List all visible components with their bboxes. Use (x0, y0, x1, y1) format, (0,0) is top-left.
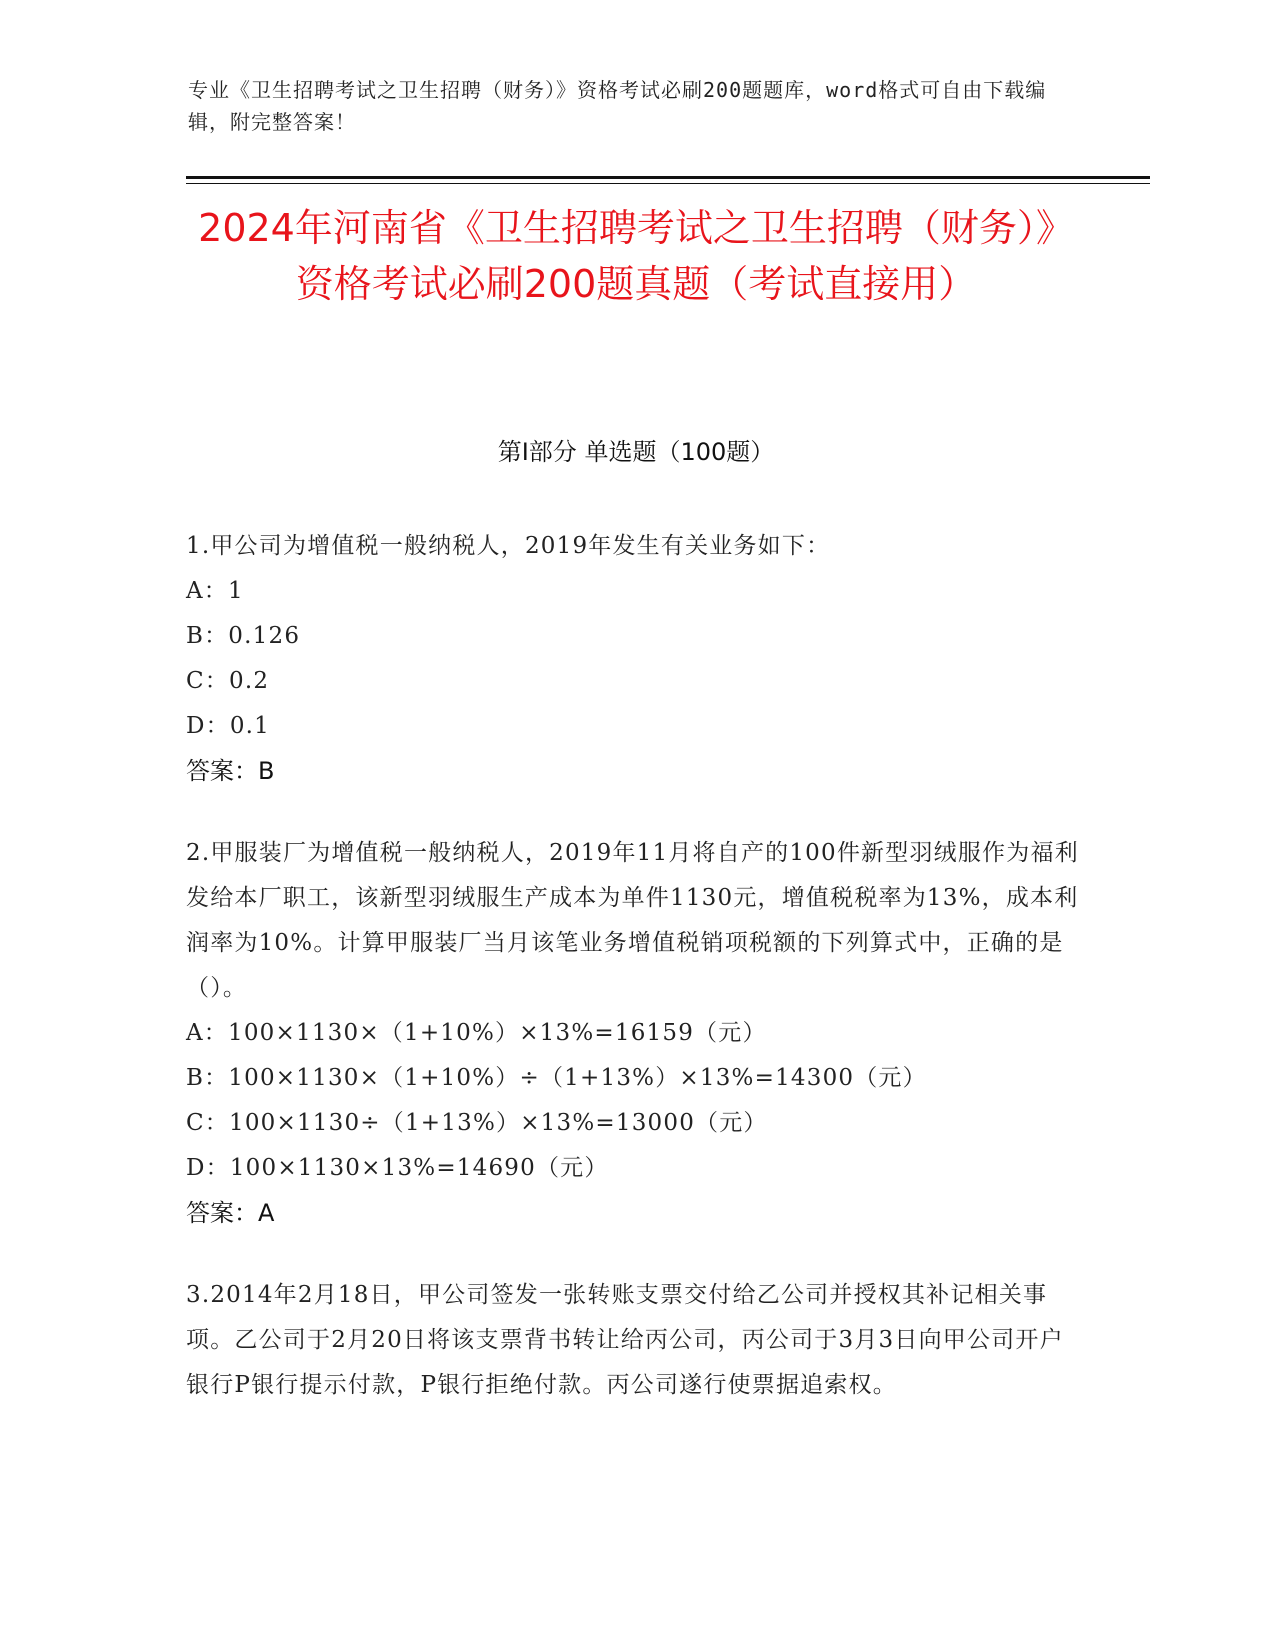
header-divider-thick (186, 176, 1150, 179)
question-1 (186, 524, 1086, 793)
option-a: A：100×1130×（1+10%）×13%=16159（元） (186, 1020, 767, 1046)
question-stem: 3.2014年2月18日，甲公司签发一张转账支票交付给乙公司并授权其补记相关事项。乙公司于2月20日将该支票背书转让给丙公司，丙公司于3月3日向甲公司开户银行P银行提示付款，P银行拒绝付款。丙公司遂行使票据追索权。 (186, 1282, 1064, 1398)
question-3 (186, 1273, 1086, 1408)
option-b: B：0.126 (186, 623, 301, 649)
option-b: B：100×1130×（1+10%）÷（1+13%）×13%=14300（元） (186, 1065, 927, 1091)
option-a: A：1 (186, 578, 244, 604)
question-stem: 2.甲服装厂为增值税一般纳税人，2019年11月将自产的100件新型羽绒服作为福利发给本厂职工，该新型羽绒服生产成本为单件1130元，增值税税率为13%，成本利润率为10%。计算甲服装厂当月该笔业务增值税销项税额的下列算式中，正确的是（）。 (186, 840, 1079, 1001)
document-title: 2024年河南省《卫生招聘考试之卫生招聘（财务）》资格考试必刷200题真题（考试直接用） (198, 206, 1074, 306)
answer-line: 答案：A (186, 1199, 275, 1227)
question-list (186, 524, 1086, 1446)
answer-line: 答案：B (186, 757, 275, 785)
question-2 (186, 831, 1086, 1235)
option-c: C：100×1130÷（1+13%）×13%=13000（元） (186, 1110, 768, 1136)
question-stem: 1.甲公司为增值税一般纳税人，2019年发生有关业务如下： (186, 533, 831, 559)
option-c: C：0.2 (186, 668, 270, 694)
option-d: D：0.1 (186, 713, 271, 739)
option-d: D：100×1130×13%=14690（元） (186, 1155, 609, 1181)
section-heading: 第I部分 单选题（100题） (497, 438, 775, 466)
header-divider-thin (186, 183, 1150, 184)
header-note: 专业《卫生招聘考试之卫生招聘（财务）》资格考试必刷200题题库，word格式可自由下载编辑，附完整答案！ (188, 78, 1047, 134)
